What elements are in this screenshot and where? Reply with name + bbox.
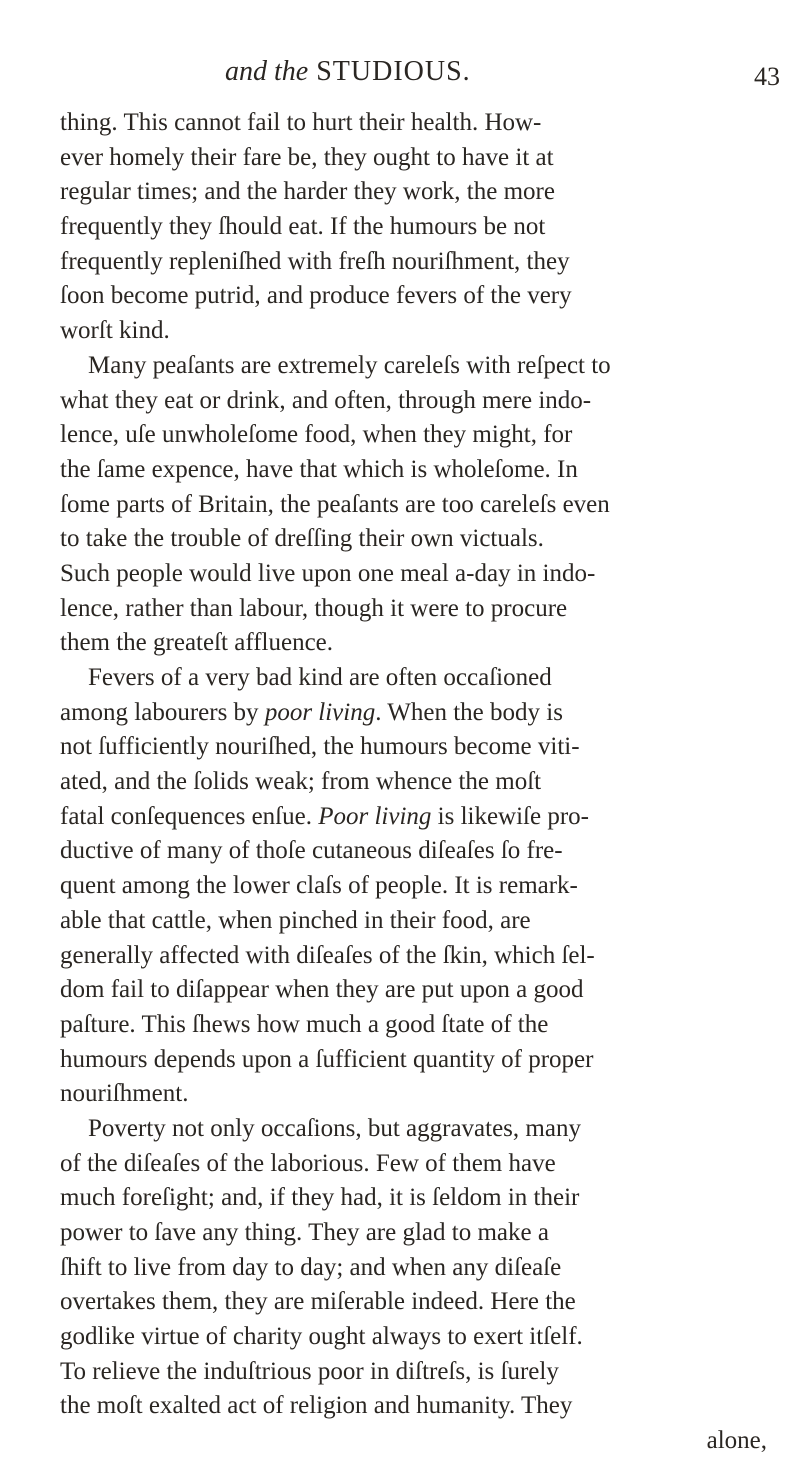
text-line: ated, and the ſolids weak; from whence the moſt (60, 768, 542, 796)
text-line (60, 800, 775, 835)
text-line: frequently repleniſhed with freſh nouriſhment, they (60, 247, 570, 275)
text-line: worſt kind. (60, 317, 170, 345)
text-line: dom fail to diſappear when they are put upon a good (60, 976, 584, 1004)
text-line: regular times; and the harder they work, the more (60, 178, 555, 206)
text-line: much foreſight; and, if they had, it is ſeldom in their (60, 1184, 580, 1212)
text-line: them the greateſt affluence. (60, 629, 334, 657)
text-line: thing. This cannot fail to hurt their health. How- (60, 109, 542, 136)
text-line: paſture. This ſhews how much a good ſtate of the (60, 1010, 549, 1038)
text-line: Poverty not only occaſions, but aggravates, many (88, 1114, 581, 1142)
text-line: ductive of many of thoſe cutaneous diſeaſes ſo fre- (60, 837, 563, 865)
catchword: alone, (706, 1427, 767, 1455)
text-line: to take the trouble of dreſſing their own victuals. (60, 525, 544, 553)
text-line: Fevers of a very bad kind are often occaſioned (88, 664, 552, 691)
text-line: quent among the lower claſs of people. It is remark- (60, 872, 578, 900)
text-segment: among labourers by (60, 698, 265, 726)
text-line: humours depends upon a ſufficient quantity of proper (60, 1045, 594, 1073)
text-line: able that cattle, when pinched in their food, are (60, 906, 531, 934)
text-line: Such people would live upon one meal a-day in indo- (60, 559, 596, 587)
text-line: of the diſeaſes of the laborious. Few of them have (60, 1149, 556, 1177)
text-line: not ſufficiently nouriſhed, the humours become viti- (60, 733, 580, 761)
text-line: ſoon become putrid, and produce fevers of the very (60, 282, 572, 310)
text-line: To relieve the induſtrious poor in diſtreſs, is ſurely (60, 1357, 559, 1385)
text-segment: fatal conſequences enſue. (60, 802, 319, 830)
text-line: Many peaſants are extremely careleſs with reſpect to (88, 351, 611, 379)
text-line: godlike virtue of charity ought always to exert itſelf. (60, 1323, 583, 1351)
text-line: frequently they ſhould eat. If the humours be not (60, 213, 546, 241)
text-line: the moſt exalted act of religion and humanity. They (60, 1392, 573, 1420)
text-line: lence, uſe unwholeſome food, when they might, for (60, 421, 573, 449)
running-head-italic: and the (225, 56, 309, 87)
text-segment: is likewiſe pro- (431, 802, 589, 830)
text-line: the ſame expence, have that which is wholeſome. In (60, 455, 578, 483)
text-line (60, 696, 775, 731)
text-line: overtakes them, they are miſerable indeed. Here the (60, 1288, 576, 1316)
text-line: ſome parts of Britain, the peaſants are too careleſs even (60, 490, 610, 518)
text-line: lence, rather than labour, though it were to procure (60, 594, 568, 622)
body-text (60, 106, 775, 1459)
running-head-caps: STUDIOUS. (316, 56, 471, 87)
text-line: power to ſave any thing. They are glad to make a (60, 1219, 549, 1246)
text-line: generally affected with diſeaſes of the ſkin, which ſel- (60, 941, 595, 969)
italic-phrase: poor living (264, 698, 376, 726)
text-line: ever homely their fare be, they ought to have it at (60, 143, 554, 171)
text-line: what they eat or drink, and often, through mere indo- (60, 386, 592, 414)
page-number: 43 (754, 62, 780, 91)
text-line: nouriſhment. (60, 1080, 189, 1108)
text-line: ſhift to live from day to day; and when any diſeaſe (60, 1253, 562, 1281)
text-segment: . When the body is (375, 698, 563, 726)
running-head (60, 56, 780, 90)
running-head-title (225, 56, 471, 88)
italic-phrase: Poor living (318, 802, 432, 830)
